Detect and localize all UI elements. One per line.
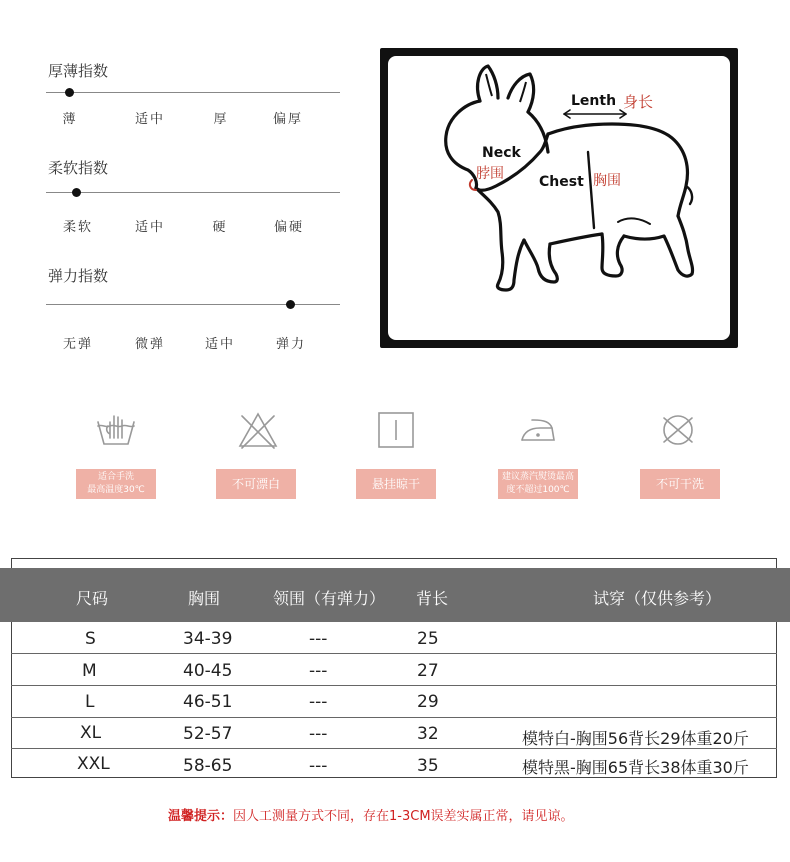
care-badge-iron [498, 469, 578, 499]
thickness-label: 偏厚 [272, 112, 303, 127]
neck-label-cn: 脖围 [476, 166, 504, 182]
cell-fitting: 模特黑-胸围65背长38体重30斤 [522, 758, 749, 777]
cell-collar: --- [309, 629, 328, 649]
softness-label: 硬 [212, 220, 228, 235]
cell-size: S [85, 629, 96, 649]
cell-collar: --- [309, 661, 328, 681]
thickness-label: 薄 [62, 112, 78, 127]
elasticity-scale-line [46, 304, 340, 305]
header-fitting: 试穿（仅供参考） [593, 589, 722, 608]
cell-back-length: 32 [417, 724, 439, 744]
cell-chest: 46-51 [183, 692, 233, 712]
care-badge-hand-wash [76, 469, 156, 499]
diagram-canvas [388, 56, 730, 340]
row-divider [11, 717, 777, 718]
header-chest: 胸围 [188, 589, 221, 608]
care-badge-hang-dry: 悬挂晾干 [356, 469, 436, 499]
thickness-label: 厚 [213, 112, 229, 127]
cell-collar: --- [309, 724, 328, 744]
elasticity-label: 弹力 [275, 337, 306, 352]
header-size: 尺码 [76, 589, 109, 608]
elasticity-label: 适中 [204, 337, 235, 352]
cell-chest: 34-39 [183, 629, 233, 649]
cell-back-length: 29 [417, 692, 439, 712]
elasticity-label: 无弹 [62, 337, 93, 352]
row-divider [11, 653, 777, 654]
thickness-label: 适中 [134, 112, 165, 127]
elasticity-marker [286, 300, 295, 309]
thickness-title: 厚薄指数 [48, 62, 109, 80]
softness-label: 柔软 [62, 220, 93, 235]
neck-label-en: Neck [482, 145, 521, 161]
length-label-cn: 身长 [623, 93, 654, 111]
cell-chest: 40-45 [183, 661, 233, 681]
measurement-tip [168, 805, 574, 824]
care-badge-no-bleach: 不可漂白 [216, 469, 296, 499]
cell-size: L [85, 692, 95, 712]
hang-dry-icon [374, 408, 418, 452]
header-back-length: 背长 [416, 589, 449, 608]
cell-collar: --- [309, 756, 328, 776]
softness-scale-line [46, 192, 340, 193]
tip-text: 因人工测量方式不同，存在1-3CM误差实属正常，请见谅。 [233, 809, 574, 824]
dog-outline-icon [388, 56, 730, 340]
care-text-line: 度不超过100℃ [506, 485, 570, 495]
cell-size: XL [80, 723, 102, 743]
softness-label: 适中 [134, 220, 165, 235]
cell-back-length: 27 [417, 661, 439, 681]
cell-chest: 58-65 [183, 756, 233, 776]
thickness-marker [65, 88, 74, 97]
softness-label: 偏硬 [273, 220, 304, 235]
care-text-line: 最高温度30℃ [87, 485, 145, 495]
care-text-line: 建议蒸汽熨烫最高 [501, 472, 574, 482]
elasticity-title: 弹力指数 [48, 267, 109, 285]
iron-icon [516, 408, 560, 452]
length-label-en: Lenth [571, 93, 617, 109]
elasticity-label: 微弹 [134, 337, 165, 352]
no-bleach-icon [236, 408, 280, 452]
care-badge-no-dry-clean: 不可干洗 [640, 469, 720, 499]
care-text-line: 适合手洗 [97, 472, 134, 482]
cell-back-length: 25 [417, 629, 439, 649]
cell-collar: --- [309, 692, 328, 712]
cell-back-length: 35 [417, 756, 439, 776]
row-divider [11, 685, 777, 686]
tip-label: 温馨提示： [168, 809, 234, 824]
softness-marker [72, 188, 81, 197]
cell-fitting: 模特白-胸围56背长29体重20斤 [522, 729, 749, 748]
chest-label-en: Chest [539, 174, 584, 190]
cell-size: XXL [77, 754, 110, 774]
softness-title: 柔软指数 [48, 159, 109, 177]
hand-wash-icon [94, 408, 138, 452]
cell-size: M [82, 661, 97, 681]
measurement-diagram [380, 48, 738, 348]
no-dry-clean-icon [656, 408, 700, 452]
cell-chest: 52-57 [183, 724, 233, 744]
chest-label-cn: 胸围 [593, 173, 621, 189]
thickness-scale-line [46, 92, 340, 93]
header-collar: 领围（有弹力） [273, 589, 386, 608]
